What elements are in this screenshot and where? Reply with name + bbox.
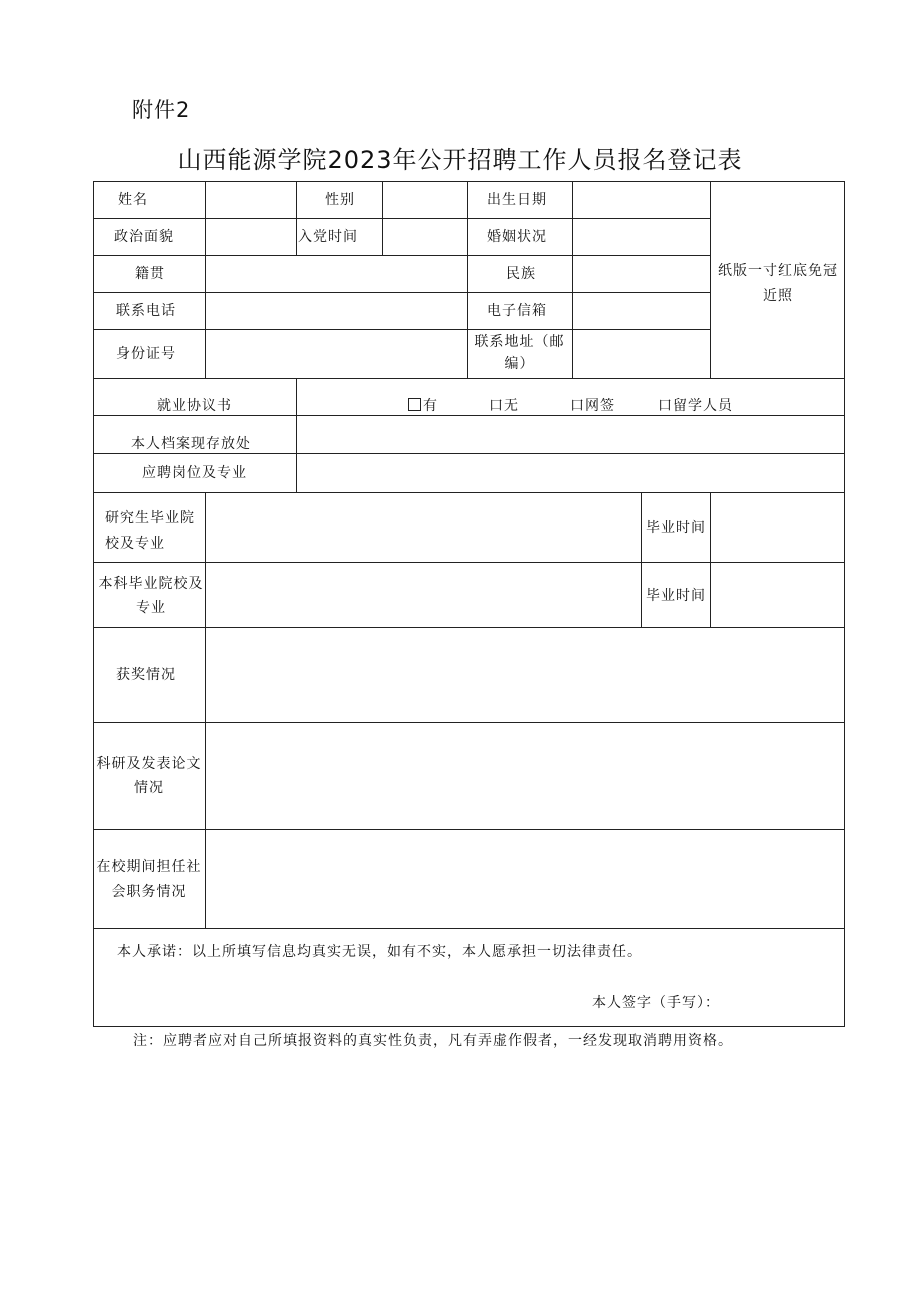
label-undergrad-time: 毕业时间 bbox=[646, 588, 706, 604]
label-undergrad-school-line2: 专业 bbox=[136, 600, 166, 616]
label-grad-school bbox=[105, 505, 195, 557]
label-research-line1: 科研及发表论文 bbox=[96, 756, 202, 772]
label-email: 电子信箱 bbox=[487, 303, 547, 319]
label-social-line2: 会职务情况 bbox=[111, 884, 187, 900]
col-divider bbox=[205, 181, 206, 378]
label-gender: 性别 bbox=[325, 192, 355, 208]
label-address bbox=[467, 331, 572, 375]
signature-label: 本人签字（手写）： bbox=[592, 995, 720, 1011]
col-divider bbox=[205, 492, 206, 928]
photo-line2: 近照 bbox=[763, 288, 793, 304]
option-no[interactable]: 口无 bbox=[489, 398, 519, 414]
checkbox-icon bbox=[408, 398, 421, 411]
label-research bbox=[93, 752, 205, 800]
row-divider bbox=[93, 928, 845, 929]
option-online-sign[interactable]: 口网签 bbox=[570, 398, 615, 414]
col-divider bbox=[382, 181, 383, 255]
label-position-major: 应聘岗位及专业 bbox=[142, 465, 247, 481]
label-social-line1: 在校期间担任社 bbox=[96, 859, 202, 875]
row-divider bbox=[93, 378, 845, 379]
label-research-line2: 情况 bbox=[134, 780, 164, 796]
row-divider bbox=[93, 329, 710, 330]
label-address-line1: 联系地址（邮 bbox=[474, 334, 565, 350]
col-divider bbox=[296, 378, 297, 492]
form-title: 山西能源学院2023年公开招聘工作人员报名登记表 bbox=[177, 146, 743, 174]
label-awards: 获奖情况 bbox=[116, 667, 176, 683]
label-employment-agreement: 就业协议书 bbox=[157, 398, 232, 414]
footer-note: 注：应聘者应对自己所填报资料的真实性负责，凡有弄虚作假者，一经发现取消聘用资格。 bbox=[133, 1033, 733, 1049]
label-ethnicity: 民族 bbox=[506, 266, 536, 282]
label-address-line2: 编） bbox=[504, 356, 535, 372]
pledge-text: 本人承诺：以上所填写信息均真实无误，如有不实，本人愿承担一切法律责任。 bbox=[117, 944, 642, 960]
label-birth-date: 出生日期 bbox=[487, 192, 547, 208]
col-divider bbox=[710, 492, 711, 627]
label-grad-school-line2: 校及专业 bbox=[105, 536, 165, 552]
row-divider bbox=[93, 218, 710, 219]
label-name: 姓名 bbox=[118, 192, 148, 208]
label-phone: 联系电话 bbox=[116, 303, 176, 319]
col-divider bbox=[296, 181, 297, 255]
option-overseas-student[interactable]: 口留学人员 bbox=[658, 398, 733, 414]
row-divider bbox=[93, 255, 710, 256]
photo-line1: 纸版一寸红底免冠 bbox=[718, 263, 838, 279]
label-archive-location: 本人档案现存放处 bbox=[131, 436, 251, 452]
label-undergrad-school-line1: 本科毕业院校及 bbox=[98, 576, 204, 592]
label-grad-school-line1: 研究生毕业院 bbox=[105, 510, 195, 526]
row-divider bbox=[93, 292, 710, 293]
option-yes[interactable] bbox=[408, 393, 438, 419]
photo-placeholder bbox=[712, 259, 844, 309]
attachment-label: 附件2 bbox=[132, 98, 191, 122]
col-divider bbox=[572, 181, 573, 378]
label-grad-time: 毕业时间 bbox=[646, 520, 706, 536]
label-marital-status: 婚姻状况 bbox=[487, 229, 547, 245]
option-yes-label: 有 bbox=[423, 398, 438, 414]
label-id-number: 身份证号 bbox=[116, 346, 176, 362]
label-native-place: 籍贯 bbox=[135, 266, 165, 282]
label-party-join-date: 入党时间 bbox=[298, 229, 358, 245]
label-political-status: 政治面貌 bbox=[114, 229, 174, 245]
label-social-roles bbox=[93, 855, 205, 905]
col-divider bbox=[710, 181, 711, 378]
col-divider bbox=[641, 492, 642, 627]
label-undergrad-school bbox=[97, 572, 205, 620]
